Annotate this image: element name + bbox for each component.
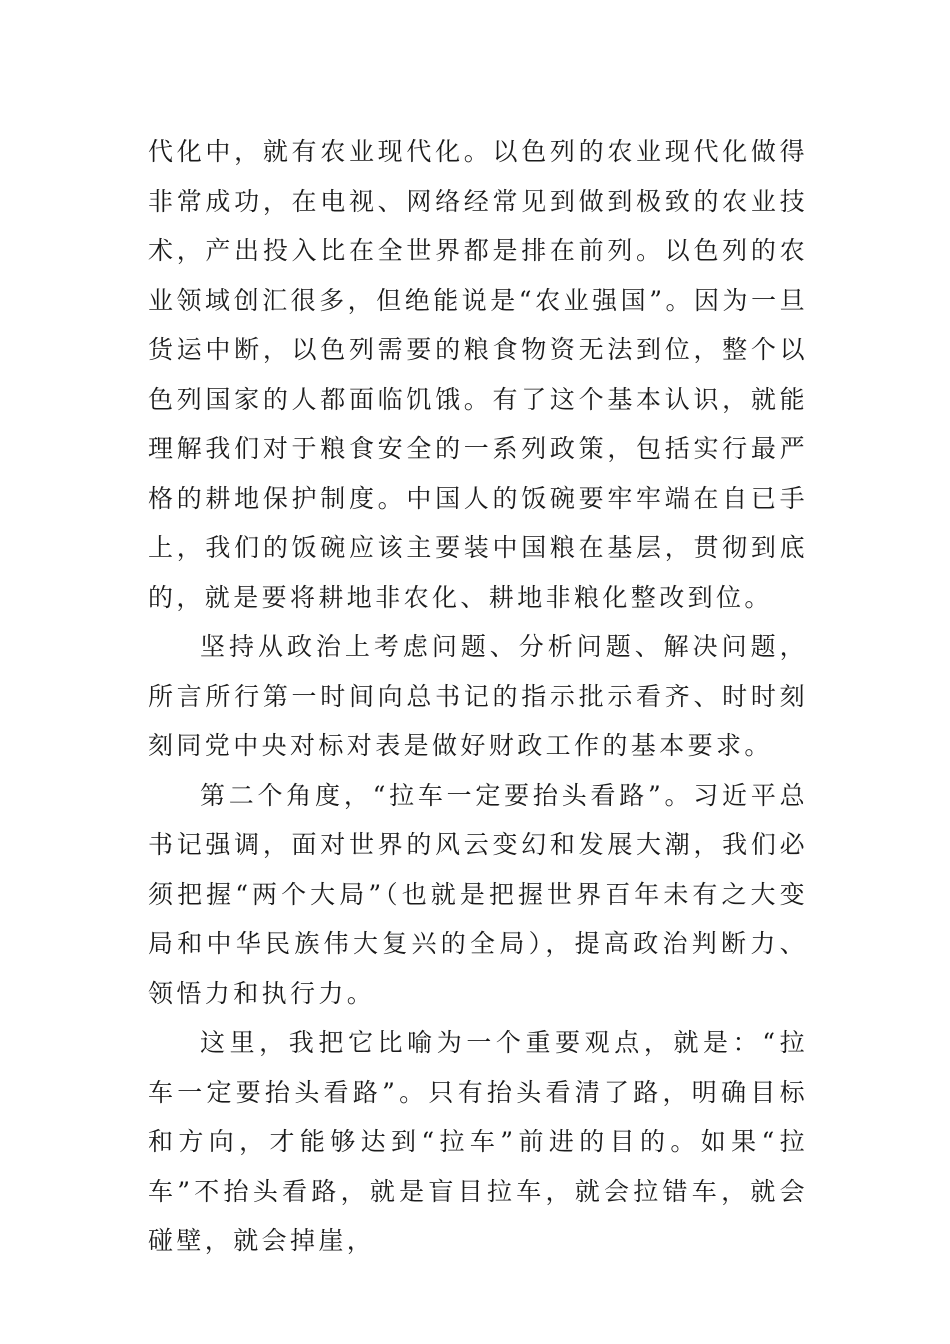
- paragraph-second-angle: 第二个角度，“拉车一定要抬头看路”。习近平总书记强调，面对世界的风云变幻和发展大潮，我们必须把握“两个大局”（也就是把握世界百年未有之大变局和中华民族伟大复兴的全局），提高政治判断力、领悟力和执行力。: [148, 780, 808, 1008]
- paragraph-continuation: 代化中，就有农业现代化。以色列的农业现代化做得非常成功，在电视、网络经常见到做到极致的农业技术，产出投入比在全世界都是排在前列。以色列的农业领域创汇很多，但绝能说是“农业强国”。因为一旦货运中断，以色列需要的粮食物资无法到位，整个以色列国家的人都面临饥饿。有了这个基本认识，就能理解我们对于粮食安全的一系列政策，包括实行最严格的耕地保护制度。中国人的饭碗要牢牢端在自已手上，我们的饭碗应该主要装中国粮在基层，贯彻到底的，就是要将耕地非农化、耕地非粮化整改到位。: [148, 137, 808, 612]
- paragraph-metaphor: 这里，我把它比喻为一个重要观点，就是：“拉车一定要抬头看路”。只有抬头看清了路，明确目标和方向，才能够达到“拉车”前进的目的。如果“拉车”不抬头看路，就是盲目拉车，就会拉错车，就会碰壁，就会掉崖，: [148, 1028, 808, 1255]
- paragraph-political-requirements: 坚持从政治上考虑问题、分析问题、解决问题，所言所行第一时间向总书记的指示批示看齐、时时刻刻同党中央对标对表是做好财政工作的基本要求。: [148, 632, 808, 760]
- body-text: [148, 127, 808, 1266]
